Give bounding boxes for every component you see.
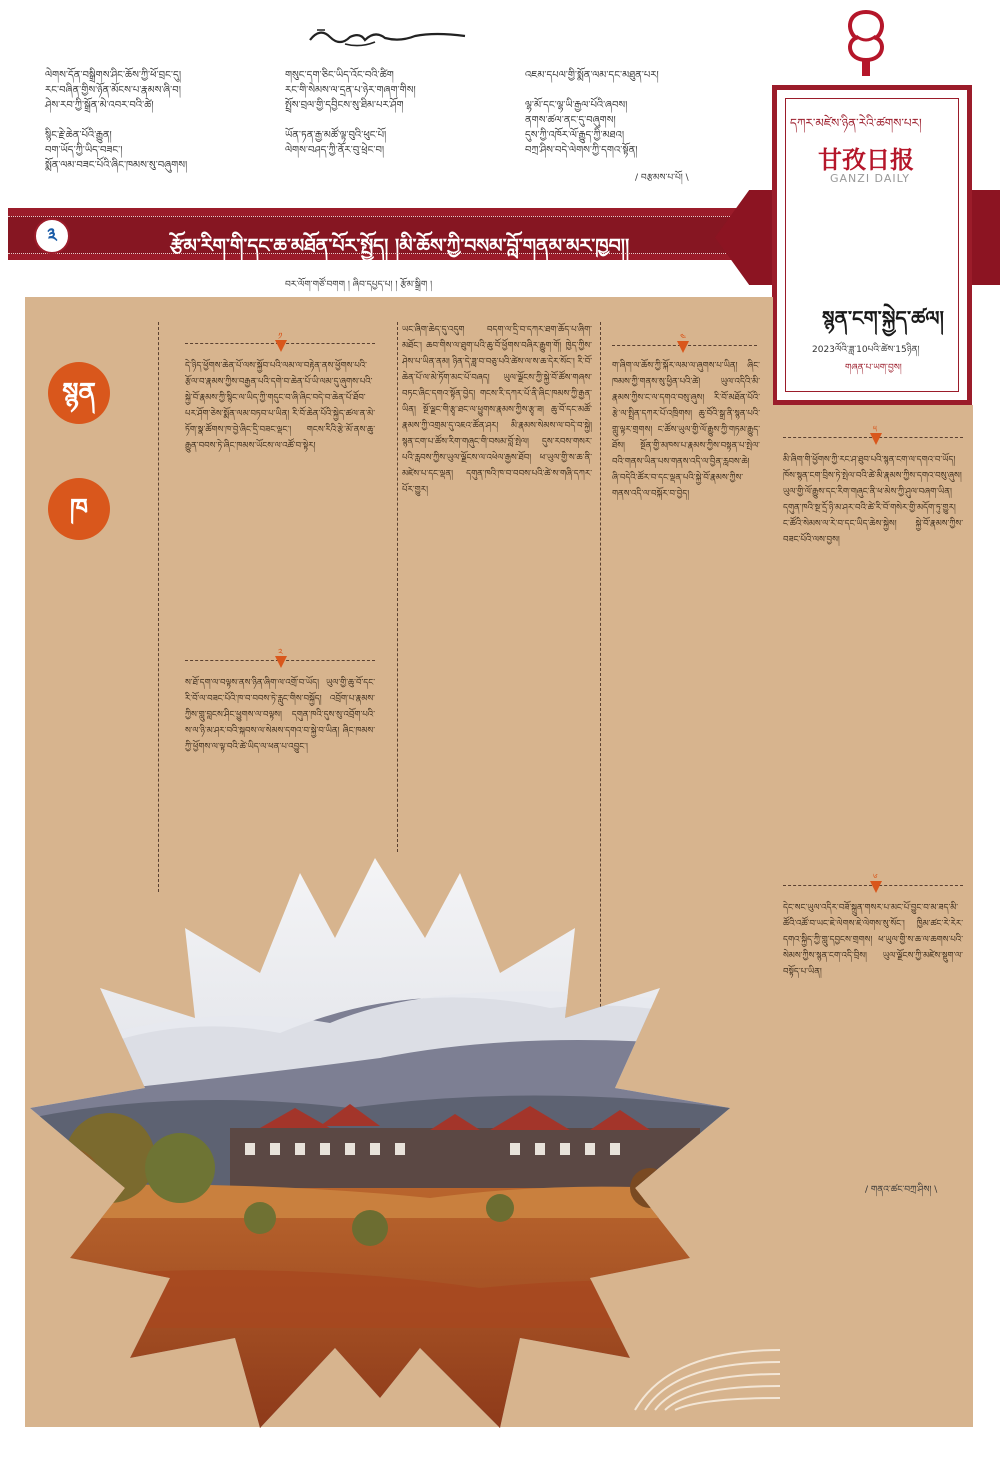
page-number: ༣: [34, 218, 70, 254]
top-poem-3: འཇམ་དཔལ་གྱི་སྨོན་ལམ་དང་མཐུན་པར། ལྷ་མོ་དང་ལྷ་ཡི་རྒྱལ་པོའི་ཞབས། ནགས་ཚལ་ནང་དུ་བཞུགས། དུས་ཀྱི་འཁོར་ལོ་རྒྱུད་ཀྱི་མཐའ། བཀྲ་ཤིས་བདེ་ལེགས་ཀྱི་དགའ་སྟོན།: [525, 70, 659, 156]
article-1-text: དེ་ཉིད་ཕྱོགས་ཆེན་པོ་ལས་སྐྱོབ་པའི་ལམ་ལ་བརྟེན་ནས་ཕྱོགས་པའི་རྩོལ་བ་རྣམས་ཀྱིས་བརྒྱན་པའི་དགེ་བ་ཆེན་པོ་ཡི་ལམ་དུ་ཞུགས་པའི་སྐྱེ་བོ་རྣམས་ཀྱི་སྙིང་ལ་ཡིད་ཀྱི་གདུང་བ་ཞི་ཞིང་བདེ་བ་ཆེན་པོ་ཐོབ་པར་ཤོག་ཅེས་སྨོན་ལམ་བཏབ་པ་ཡིན། རི་བོ་ཆེན་པོའི་སྐྱེད་ཚལ་ན་མེ་ཏོག་སྣ་ཚོགས་ཁ་བྱེ་ཞིང་དྲི་བཟང་ལྡང་། གངས་རིའི་རྩེ་མོ་ནས་ཆུ་རྒྱུན་བབས་ཏེ་ཞིང་ཁམས་ཡོངས་ལ་འཚོ་བ་སྟེར།: [185, 361, 375, 451]
article-number: ༢: [278, 648, 283, 658]
section-circle-1: སྙན: [48, 362, 110, 424]
article-3-text: ཡང་ཞིག་ཆེད་དུ་འདུག བདག་ལ་དྲི་བ་དཀར་ཐག་ཆོད་པ་ཞིག་མཐོང་། ཆབ་གིས་ལ་ཐུག་པའི་ཆུ་བོ་ཕྱོགས་བཞིར་རྒྱུག་གོ། ཁྱེད་ཀྱིས་ཤེས་པ་ཡིན་ནམ། ཉིན་དེ་ཟླ་བ་བཅུ་པའི་ཚེས་ལ་ས་ཆ་དེར་སོང་། རི་བོ་ཆེན་པོ་ལ་མེ་ཏོག་མང་པོ་བཞད། ཡུལ་ལྗོངས་ཀྱི་སྐྱེ་བོ་ཚོས་གཞས་བཏང་ཞིང་དགའ་སྟོན་བྱེད། གངས་རི་དཀར་པོ་ནི་ཞིང་ཁམས་ཀྱི་རྒྱན་ཡིན། སྔོ་ལྗང་གི་རྩྭ་ཐང་ལ་ཕྱུགས་རྣམས་ཀྱིས་རྩྭ་ཟ། ཆུ་བོ་དང་མཚོ་རྣམས་ཀྱི་འགྲམ་དུ་འཇའ་ཚོན་ཤར། མི་རྣམས་སེམས་ལ་བདེ་བ་སྐྱེ། སྙན་ངག་པ་ཚོས་རིག་གཞུང་གི་བསམ་བློ་སྤེལ། དུས་རབས་གསར་པའི་རླབས་ཀྱིས་ཡུལ་ལྗོངས་ལ་འཕེལ་རྒྱས་ཐོབ། ཕ་ཡུལ་གྱི་ས་ཆ་ནི་མཛེས་པ་དང་ལྡན། དགུན་ཁའི་ཁ་བ་བབས་པའི་ཚེ་ས་གཞི་དཀར་པོར་གྱུར།: [402, 325, 592, 495]
article-6-byline: / གནའ་ཚང་བཀྲ་ཤིས། \: [865, 1185, 938, 1195]
issue-editor: གཞན་པ་ཡག་བྱས།: [845, 363, 902, 373]
top-poem-1: ལེགས་དོན་བསྒྲིགས་ཤིང་ཆོས་ཀྱི་ཕོ་བྲང་དུ། རང་བཞིན་གྱིས་ཉོན་མོངས་པ་རྣམས་ཞི་བ། ཤེས་རབ་ཀྱི་སྒྲོན་མེ་འབར་བའི་ཚེ། སྙིང་རྗེ་ཆེན་པོའི་རྒྱུན། བག་ཡོད་ཀྱི་ཡིད་བཟང་། སྨོན་ལམ་བཟང་པོའི་ཞིང་ཁམས་སུ་བཞུགས།: [45, 70, 188, 171]
article-number: ༥: [873, 425, 878, 435]
column-divider: [158, 322, 159, 892]
masthead-english-name: GANZI DAILY: [830, 172, 910, 185]
newspaper-logo: [838, 8, 894, 78]
maple-leaf-landscape-photo: [30, 858, 730, 1428]
masthead-tibetan-name: དཀར་མཛེས་ཉིན་རེའི་ཚགས་པར།: [790, 116, 922, 130]
section-title: སྙན་ངག་སྐྱེད་ཚལ།: [822, 306, 944, 330]
article-5-text: མི་ཞིག་གི་ཕྱོགས་ཀྱི་རང་ཤ་ཐུབ་པའི་སྙན་ངག་ལ་དགའ་བ་ཡོད། ཁོས་སྙན་ངག་བྲིས་ཏེ་སྤེལ་བའི་ཚེ་མི་རྣམས་ཀྱིས་དགའ་བསུ་ཞུས། ཡུལ་གྱི་ལོ་རྒྱུས་དང་རིག་གཞུང་ནི་ཕ་མེས་ཀྱི་ཤུལ་བཞག་ཡིན། དགུན་ཁའི་སྔ་དྲོ་ཉི་མ་ཤར་བའི་ཚེ་རི་བོ་གསེར་གྱི་མདོག་ཏུ་གྱུར། ང་ཚོའི་སེམས་ལ་རེ་བ་དང་ཡིད་ཆེས་སྐྱེས། སྐྱེ་བོ་རྣམས་ཀྱིས་བཟང་པོའི་ལས་བྱས།: [783, 455, 963, 545]
article-marker: [870, 881, 882, 893]
article-number: ༡: [278, 332, 283, 342]
article-marker: [275, 656, 287, 668]
article-marker: [870, 433, 882, 445]
section-circle-2: ཁ: [48, 478, 110, 540]
column-divider: [397, 322, 398, 852]
top-poem-byline: / བརྩམས་པ་པོ། \: [635, 173, 689, 183]
article-6-text: དེང་སང་ཡུལ་འདིར་བཟོ་སྐྲུན་གསར་པ་མང་པོ་བྱུང་བ་མ་ཟད་མི་ཚོའི་འཚོ་བ་ཡང་ཇེ་ལེགས་ཇེ་ལེགས་སུ་སོང་། ཁྱིམ་ཚང་རེ་རེར་དགའ་སྐྱིད་ཀྱི་གླུ་དབྱངས་གྲགས། ཕ་ཡུལ་གྱི་ས་ཆ་ལ་ཆགས་པའི་སེམས་ཀྱིས་སྙན་ངག་འདི་བྲིས། ཡུལ་ལྗོངས་ཀྱི་མཛེས་སྡུག་ལ་བསྟོད་པ་ཡིན།: [783, 903, 963, 977]
article-4-text: ག་ཞིག་ལ་ཆོས་ཀྱི་སྐོར་ལམ་ལ་ཞུགས་པ་ཡིན། ཞིང་ཁམས་ཀྱི་གནས་སུ་ཕྱིན་པའི་ཚེ། ཡུལ་འདིའི་མི་རྣམས་ཀྱིས་ང་ལ་དགའ་བསུ་ཞུས། རི་བོ་མཐོན་པོའི་རྩེ་ལ་སྤྲིན་དཀར་པོ་འཁྲིགས། ཆུ་བོའི་སྒྲ་ནི་སྙན་པའི་གླུ་ལྟར་གྲགས། ང་ཚོས་ཡུལ་གྱི་ལོ་རྒྱུས་ཀྱི་གཏམ་རྒྱུད་ཐོས། སྔོན་གྱི་མཁས་པ་རྣམས་ཀྱིས་བསྟན་པ་སྤེལ་བའི་གནས་ཡིན་པས་གནས་འདི་ལ་བྱིན་རླབས་ཆེ། ཞི་བདེའི་ཚོར་བ་དང་ལྡན་པའི་སྐྱེ་བོ་རྣམས་ཀྱིས་གནས་འདི་ལ་བསྐོར་བ་བྱེད།: [612, 361, 760, 499]
article-number: ༤: [680, 333, 687, 343]
band-title: རྩོམ་རིག་གི་དང་ཆ་མཐོན་པོར་སྤྱོད། །མི་ཆོས་ཀྱི་བསམ་བློ་གནམ་མར་ཁྱབ།།: [170, 235, 630, 257]
article-marker: [275, 340, 287, 352]
article-marker: [677, 341, 689, 353]
credits-line: བར་ལོག་གཙོ་བགག ། ཞིབ་དཔྱད་པ། ། རྩོམ་སྒྲིག །: [285, 280, 433, 290]
signature-logo: [305, 22, 475, 52]
top-poem-2: གསུང་དག་ཅིང་ཡིད་འོང་བའི་ཚིག རང་གི་སེམས་ལ་དྲན་པ་ཉེར་གཞག་གིས། སྤྲོས་བྲལ་གྱི་དབྱིངས་སུ་ཐིམ་པར་ཤོག ཡོན་ཏན་རྒྱ་མཚོ་ལྟ་བུའི་ཕུང་པོ། ལེགས་བཤད་ཀྱི་ནོར་བུ་ཕྲེང་བ།: [285, 70, 416, 156]
issue-date: 2023ལོའི་ཟླ་10པའི་ཚེས་15ཉིན།: [812, 345, 920, 355]
article-number: ༦: [873, 873, 878, 883]
article-2-text: ས་ཐོ་དག་ལ་བལྟས་ནས་ཉིན་ཞིག་ལ་འགྲོ་བ་ཡོད། ཡུལ་གྱི་ཆུ་བོ་དང་རི་བོ་ལ་བཟང་པོའི་ཁ་བ་བབས་ཏེ་རླུང་གིས་བསྐྱོད། འབྲོག་པ་རྣམས་ཀྱིས་གླུ་བླངས་ཤིང་ཕྱུགས་ལ་བལྟས། དགུན་ཁའི་དུས་སུ་འབྲོག་པའི་ས་ལ་ཉི་མ་ཤར་བའི་སྐབས་ལ་སེམས་དགའ་བ་སྐྱེ་བ་ཡིན། ཞིང་ཁམས་ཀྱི་ཕྱོགས་ལ་ལྟ་བའི་ཚེ་ཡིད་ལ་ཕན་པ་འབྱུང་།: [185, 678, 375, 752]
masthead-chinese-name: 甘孜日报: [818, 145, 914, 174]
